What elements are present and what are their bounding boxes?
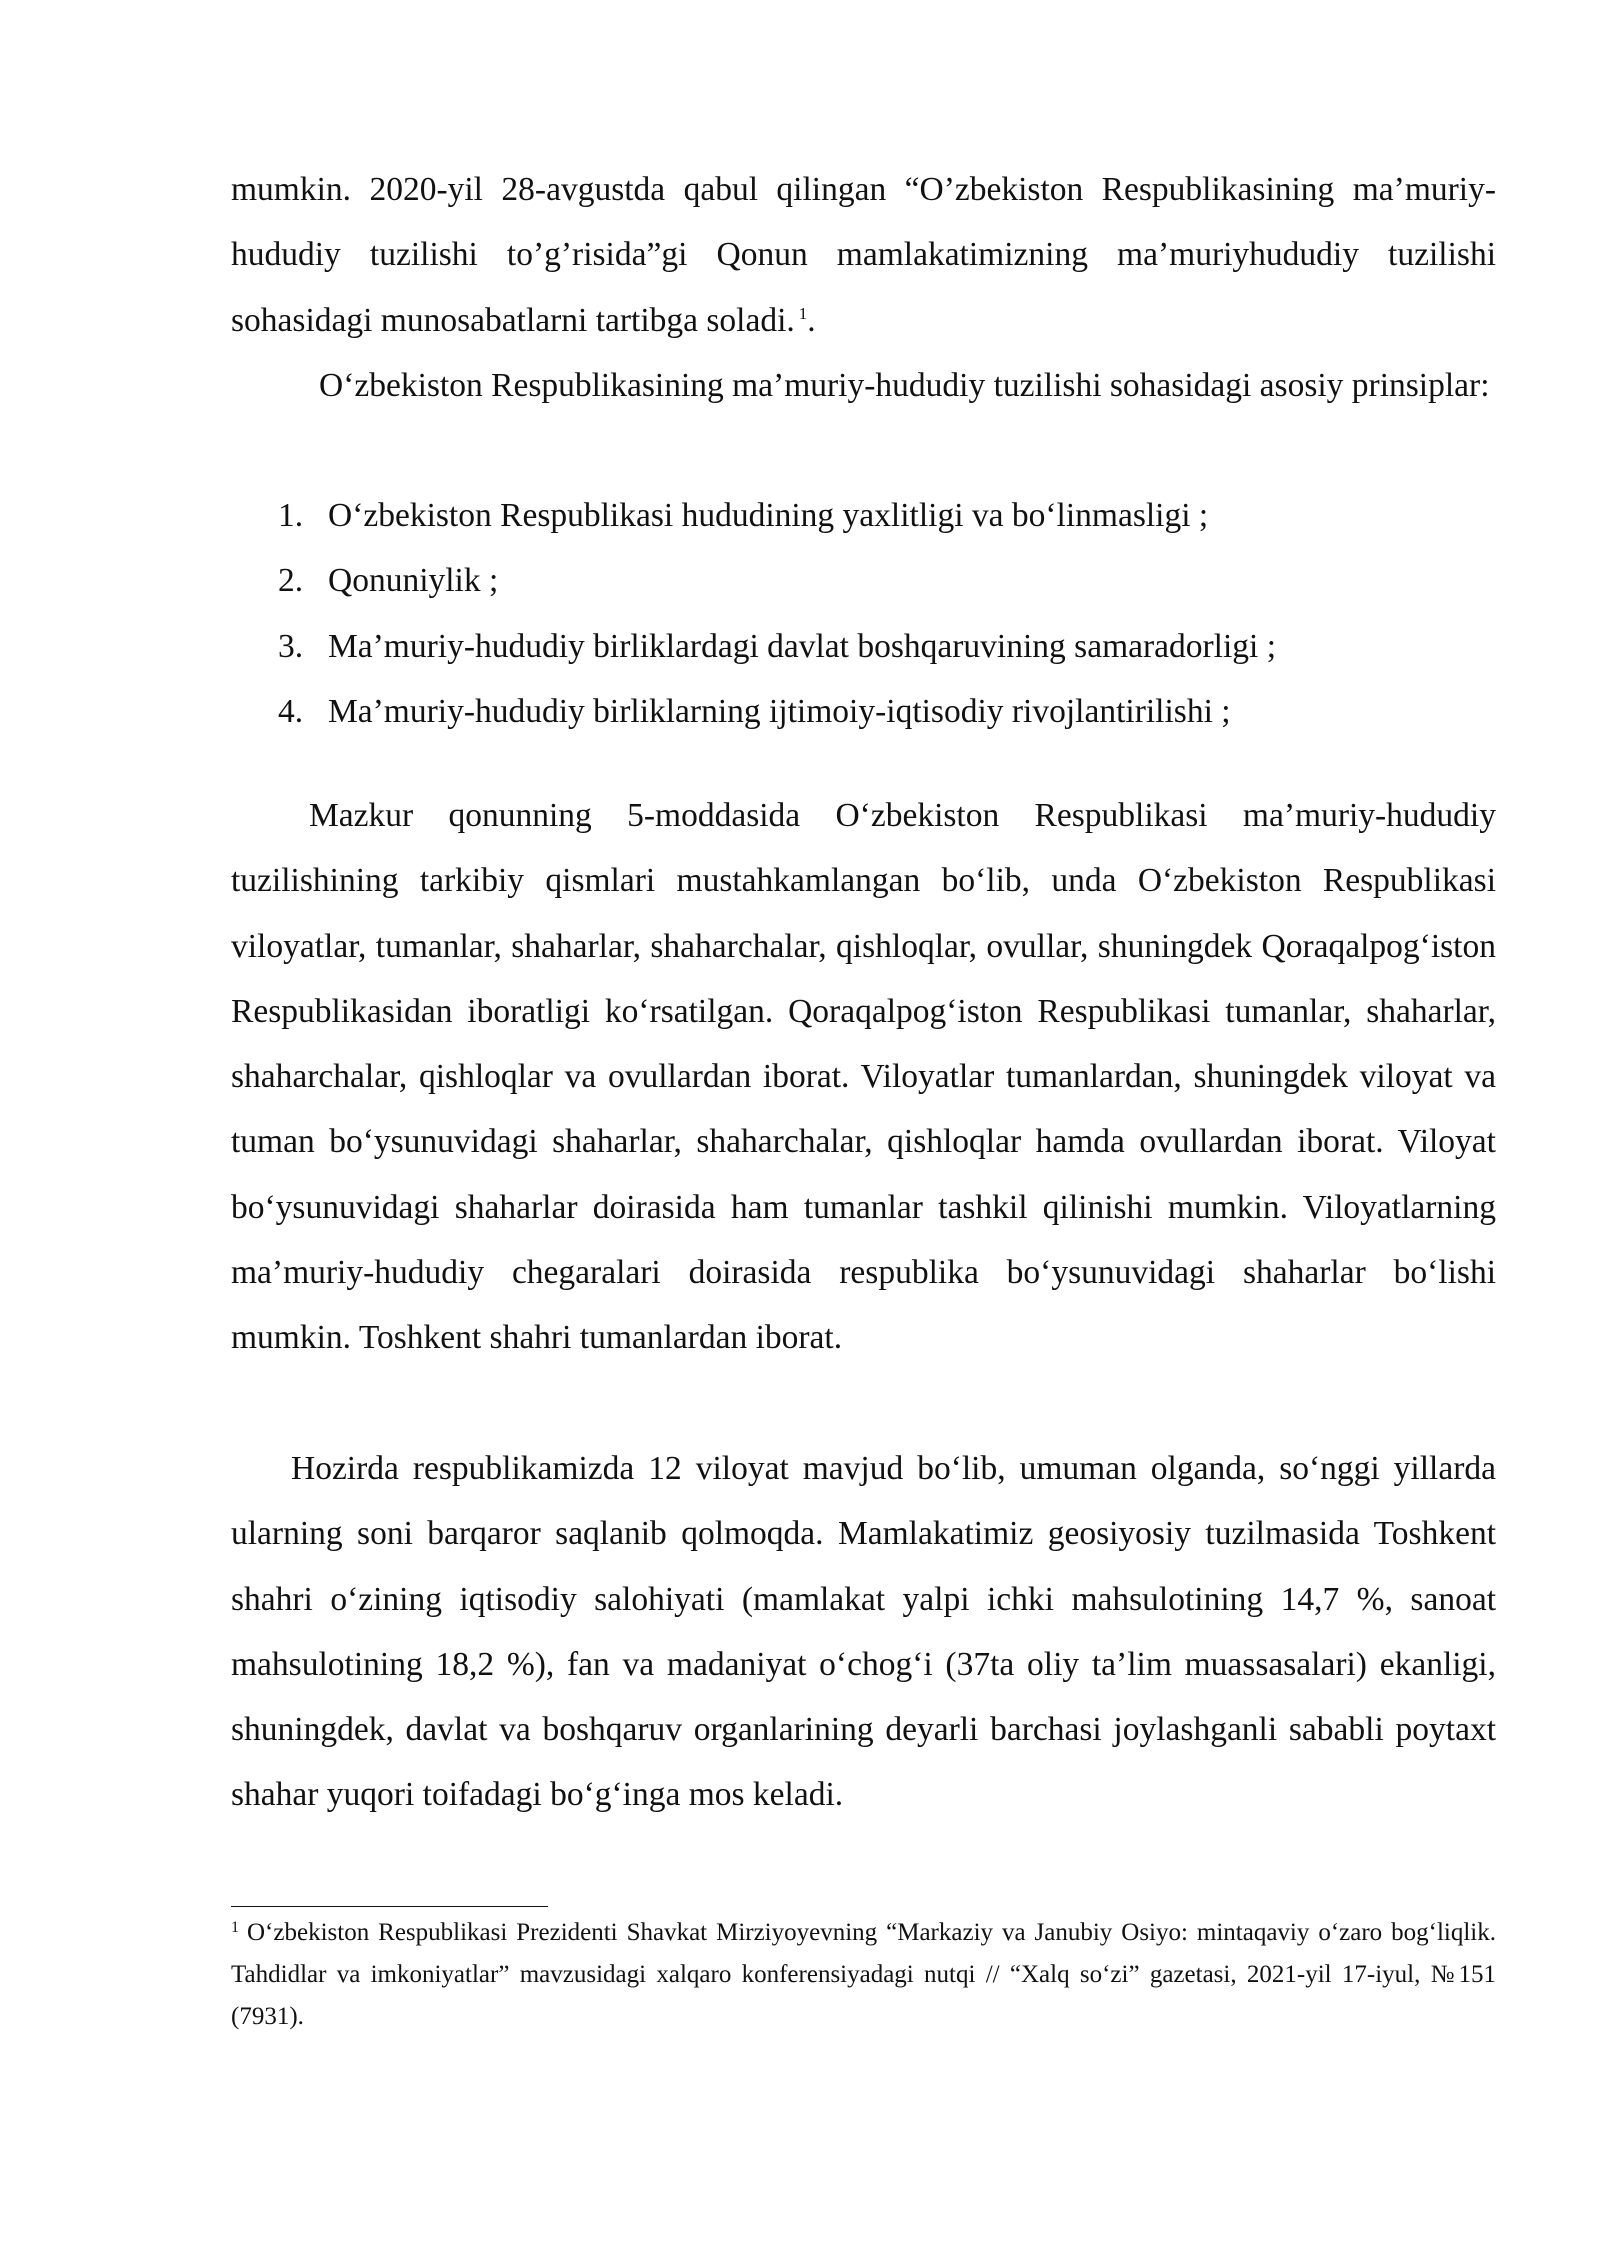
list-item-text: Ma’muriy-hududiy birliklarning ijtimoiy-iqtisodiy rivojlantirilishi ; — [328, 692, 1231, 730]
list-item — [231, 614, 1496, 679]
paragraph-regions-tashkent: Hozirda respublikamizda 12 viloyat mavjud bo‘lib, umuman olganda, so‘nggi yillarda ularning soni barqaror saqlanib qolmoqda. Mamlakatimiz geosiyosiy tuzilmasida Toshkent shahri o‘zining iqtisodiy salohiyati (mamlakat yalpi ichki mahsulotining 14,7 %, sanoat mahsulotining 18,2 %), fan va madaniyat o‘chog‘i (37ta oliy ta’lim muassasalari) ekanligi, shuningdek, davlat va boshqaruv organlarining deyarli barchasi joylashganli sababli poytaxt shahar yuqori toifadagi bo‘g‘inga mos keladi. — [231, 1450, 1496, 1814]
paragraph-law-reference-end: . — [807, 301, 816, 339]
footnote — [231, 1912, 1496, 2038]
paragraph-administrative-structure: Mazkur qonunning 5-moddasida O‘zbekiston Respublikasi ma’muriy-hududiy tuzilishining tarkibiy qismlari mustahkamlangan bo‘lib, unda O‘zbekiston Respublikasi viloyatlar, tumanlar, shaharlar, shaharchalar, qishloqlar, ovullar, shuningdek Qoraqalpog‘iston Respublikasidan iboratligi ko‘rsatilgan. Qoraqalpog‘iston Respublikasi tumanlar, shaharlar, shaharchalar, qishloqlar va ovullardan iborat. Viloyatlar tumanlardan, shuningdek viloyat va tuman bo‘ysunuvidagi shaharlar, shaharchalar, qishloqlar hamda ovullardan iborat. Viloyat bo‘ysunuvidagi shaharlar doirasida ham tumanlar tashkil qilinishi mumkin. Viloyatlarning ma’muriy-hududiy chegaralari doirasida respublika bo‘ysunuvidagi shaharlar bo‘lishi mumkin. Toshkent shahri tumanlardan iborat. — [231, 797, 1496, 1357]
paragraph-principles-intro: O‘zbekiston Respublikasining ma’muriy-hududiy tuzilishi sohasidagi asosiy prinsiplar: — [319, 367, 1490, 404]
paragraph-law-reference-text: mumkin. 2020-yil 28-avgustda qabul qilingan “O’zbekiston Respublikasining ma’muriy-hududiy tuzilishi to’g’risida”gi Qonun mamlakatimizning ma’muriyhududiy tuzilishi sohasidagi munosabatlarni tartibga soladi. — [231, 171, 1496, 339]
list-item-text: Qonuniylik ; — [328, 562, 499, 600]
paragraph-law-reference — [231, 157, 1496, 353]
list-item-number: 2. — [278, 562, 304, 600]
footnote-separator — [231, 1906, 548, 1907]
list-item-number: 4. — [278, 692, 304, 730]
principles-list — [231, 483, 1496, 744]
footnote-reference-mark: 1 — [798, 303, 808, 323]
list-item-text: Ma’muriy-hududiy birliklardagi davlat boshqaruvining samaradorligi ; — [328, 627, 1277, 665]
list-item-number: 3. — [278, 627, 304, 665]
list-item-text: O‘zbekiston Respublikasi hududining yaxlitligi va bo‘linmasligi ; — [328, 497, 1209, 534]
footnote-text: O‘zbekiston Respublikasi Prezidenti Shavkat Mirziyoyevning “Markaziy va Janubiy Osiyo: mintaqaviy o‘zaro bog‘liqlik. Tahdidlar va imkoniyatlar” mavzusidagi xalqaro konferensiyadagi nutqi // “Xalq so‘zi” gazetasi, 2021-yil 17-iyul, №151 (7931). — [231, 1919, 1496, 2030]
list-item — [231, 483, 1496, 548]
list-item-number: 1. — [278, 497, 304, 534]
footnote-mark: 1 — [231, 1919, 239, 1936]
list-item — [231, 679, 1496, 744]
list-item — [231, 548, 1496, 613]
